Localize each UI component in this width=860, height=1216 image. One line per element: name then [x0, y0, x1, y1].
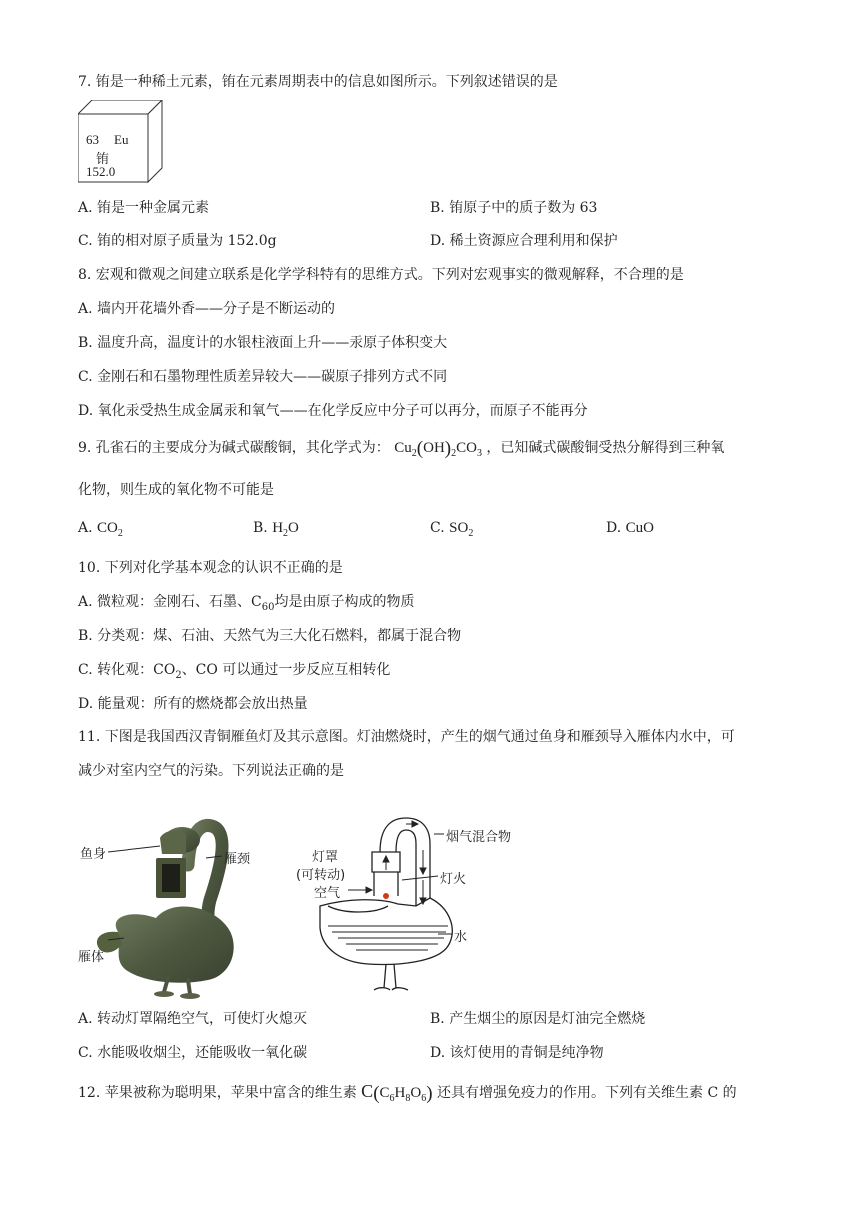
- q11-stem-line1: 11. 下图是我国西汉青铜雁鱼灯及其示意图。灯油燃烧时，产生的烟气通过鱼身和雁颈导入雁体内水中，可: [78, 729, 735, 745]
- q11-option-a: A. 转动灯罩隔绝空气，可使灯火熄灭: [78, 1011, 308, 1027]
- q7-option-b: B. 铕原子中的质子数为 63: [430, 200, 598, 216]
- q10-option-d: D. 能量观：所有的燃烧都会放出热量: [78, 696, 308, 712]
- q7-option-d: D. 稀土资源应合理利用和保护: [430, 233, 618, 249]
- label-goose-neck: 雁颈: [224, 852, 251, 867]
- malachite-formula: $Cu_2(OH)_2CO_3$: [394, 438, 482, 459]
- q9-option-d: D. CuO: [606, 520, 654, 536]
- q11-stem-line2: 减少对室内空气的污染。下列说法正确的是: [78, 763, 344, 779]
- element-symbol: Eu: [114, 132, 129, 147]
- label-lamp-shade: 灯罩: [312, 850, 339, 865]
- q9-option-c: C. $SO_2$: [430, 520, 474, 539]
- q9-stem-b: ，已知碱式碳酸铜受热分解得到三种氧: [486, 440, 725, 456]
- q10-option-b: B. 分类观：煤、石油、天然气为三大化石燃料，都属于混合物: [78, 628, 462, 644]
- q8-option-d: D. 氧化汞受热生成金属汞和氧气——在化学反应中分子可以再分，而原子不能再分: [78, 403, 588, 419]
- q11-option-b: B. 产生烟尘的原因是灯油完全燃烧: [430, 1011, 646, 1027]
- q12-stem-b: 还具有增强免疫力的作用。下列有关维生素 C 的: [437, 1085, 737, 1101]
- lamp-photo: [78, 810, 278, 1000]
- label-air: 空气: [314, 886, 341, 901]
- q8-stem: 8. 宏观和微观之间建立联系是化学学科特有的思维方式。下列对宏观事实的微观解释，不合理的是: [78, 267, 684, 283]
- label-goose-body: 雁体: [78, 950, 105, 965]
- q8-option-c: C. 金刚石和石墨物理性质差异较大——碳原子排列方式不同: [78, 369, 448, 385]
- q9-stem-line1: [78, 438, 724, 464]
- q8-option-a: A. 墙内开花墙外香——分子是不断运动的: [78, 301, 336, 317]
- q8-option-b: B. 温度升高，温度计的水银柱液面上升——汞原子体积变大: [78, 335, 448, 351]
- element-name: 铕: [96, 152, 110, 167]
- q7-option-c: C. 铕的相对原子质量为 152.0g: [78, 233, 277, 249]
- label-water: 水: [454, 930, 468, 945]
- element-number: 63: [86, 132, 99, 147]
- q11-option-d: D. 该灯使用的青铜是纯净物: [430, 1045, 604, 1061]
- vitamin-c-formula: $C(C_6H_8O_6)$: [361, 1081, 433, 1104]
- q10-option-a: A. 微粒观：金刚石、石墨、$C_{60}$均是由原子构成的物质: [78, 594, 415, 613]
- lamp-schematic: [288, 810, 518, 1000]
- label-flame: 灯火: [440, 872, 467, 887]
- q11-option-c: C. 水能吸收烟尘，还能吸收一氧化碳: [78, 1045, 308, 1061]
- q10-option-c: C. 转化观：$CO_2$、CO 可以通过一步反应互相转化: [78, 662, 391, 681]
- label-smoke-mixture: 烟气混合物: [446, 830, 512, 845]
- q9-option-a: A. $CO_2$: [78, 520, 123, 539]
- q12-stem-a: 12. 苹果被称为聪明果，苹果中富含的维生素: [78, 1085, 357, 1101]
- element-mass: 152.0: [86, 164, 116, 179]
- q7-option-a: A. 铕是一种金属元素: [78, 200, 210, 216]
- q9-option-b: B. $H_2O$: [253, 520, 299, 539]
- q12-stem-line1: [78, 1081, 737, 1109]
- element-card-europium: [78, 100, 164, 188]
- label-fish-body: 鱼身: [80, 847, 107, 862]
- q9-stem-c: 化物，则生成的氧化物不可能是: [78, 482, 274, 498]
- q7-stem: 7. 铕是一种稀土元素，铕在元素周期表中的信息如图所示。下列叙述错误的是: [78, 74, 558, 90]
- q9-stem-a: 9. 孔雀石的主要成分为碱式碳酸铜，其化学式为：: [78, 440, 390, 456]
- label-rotatable: (可转动): [296, 868, 346, 883]
- q10-stem: 10. 下列对化学基本观念的认识不正确的是: [78, 560, 343, 576]
